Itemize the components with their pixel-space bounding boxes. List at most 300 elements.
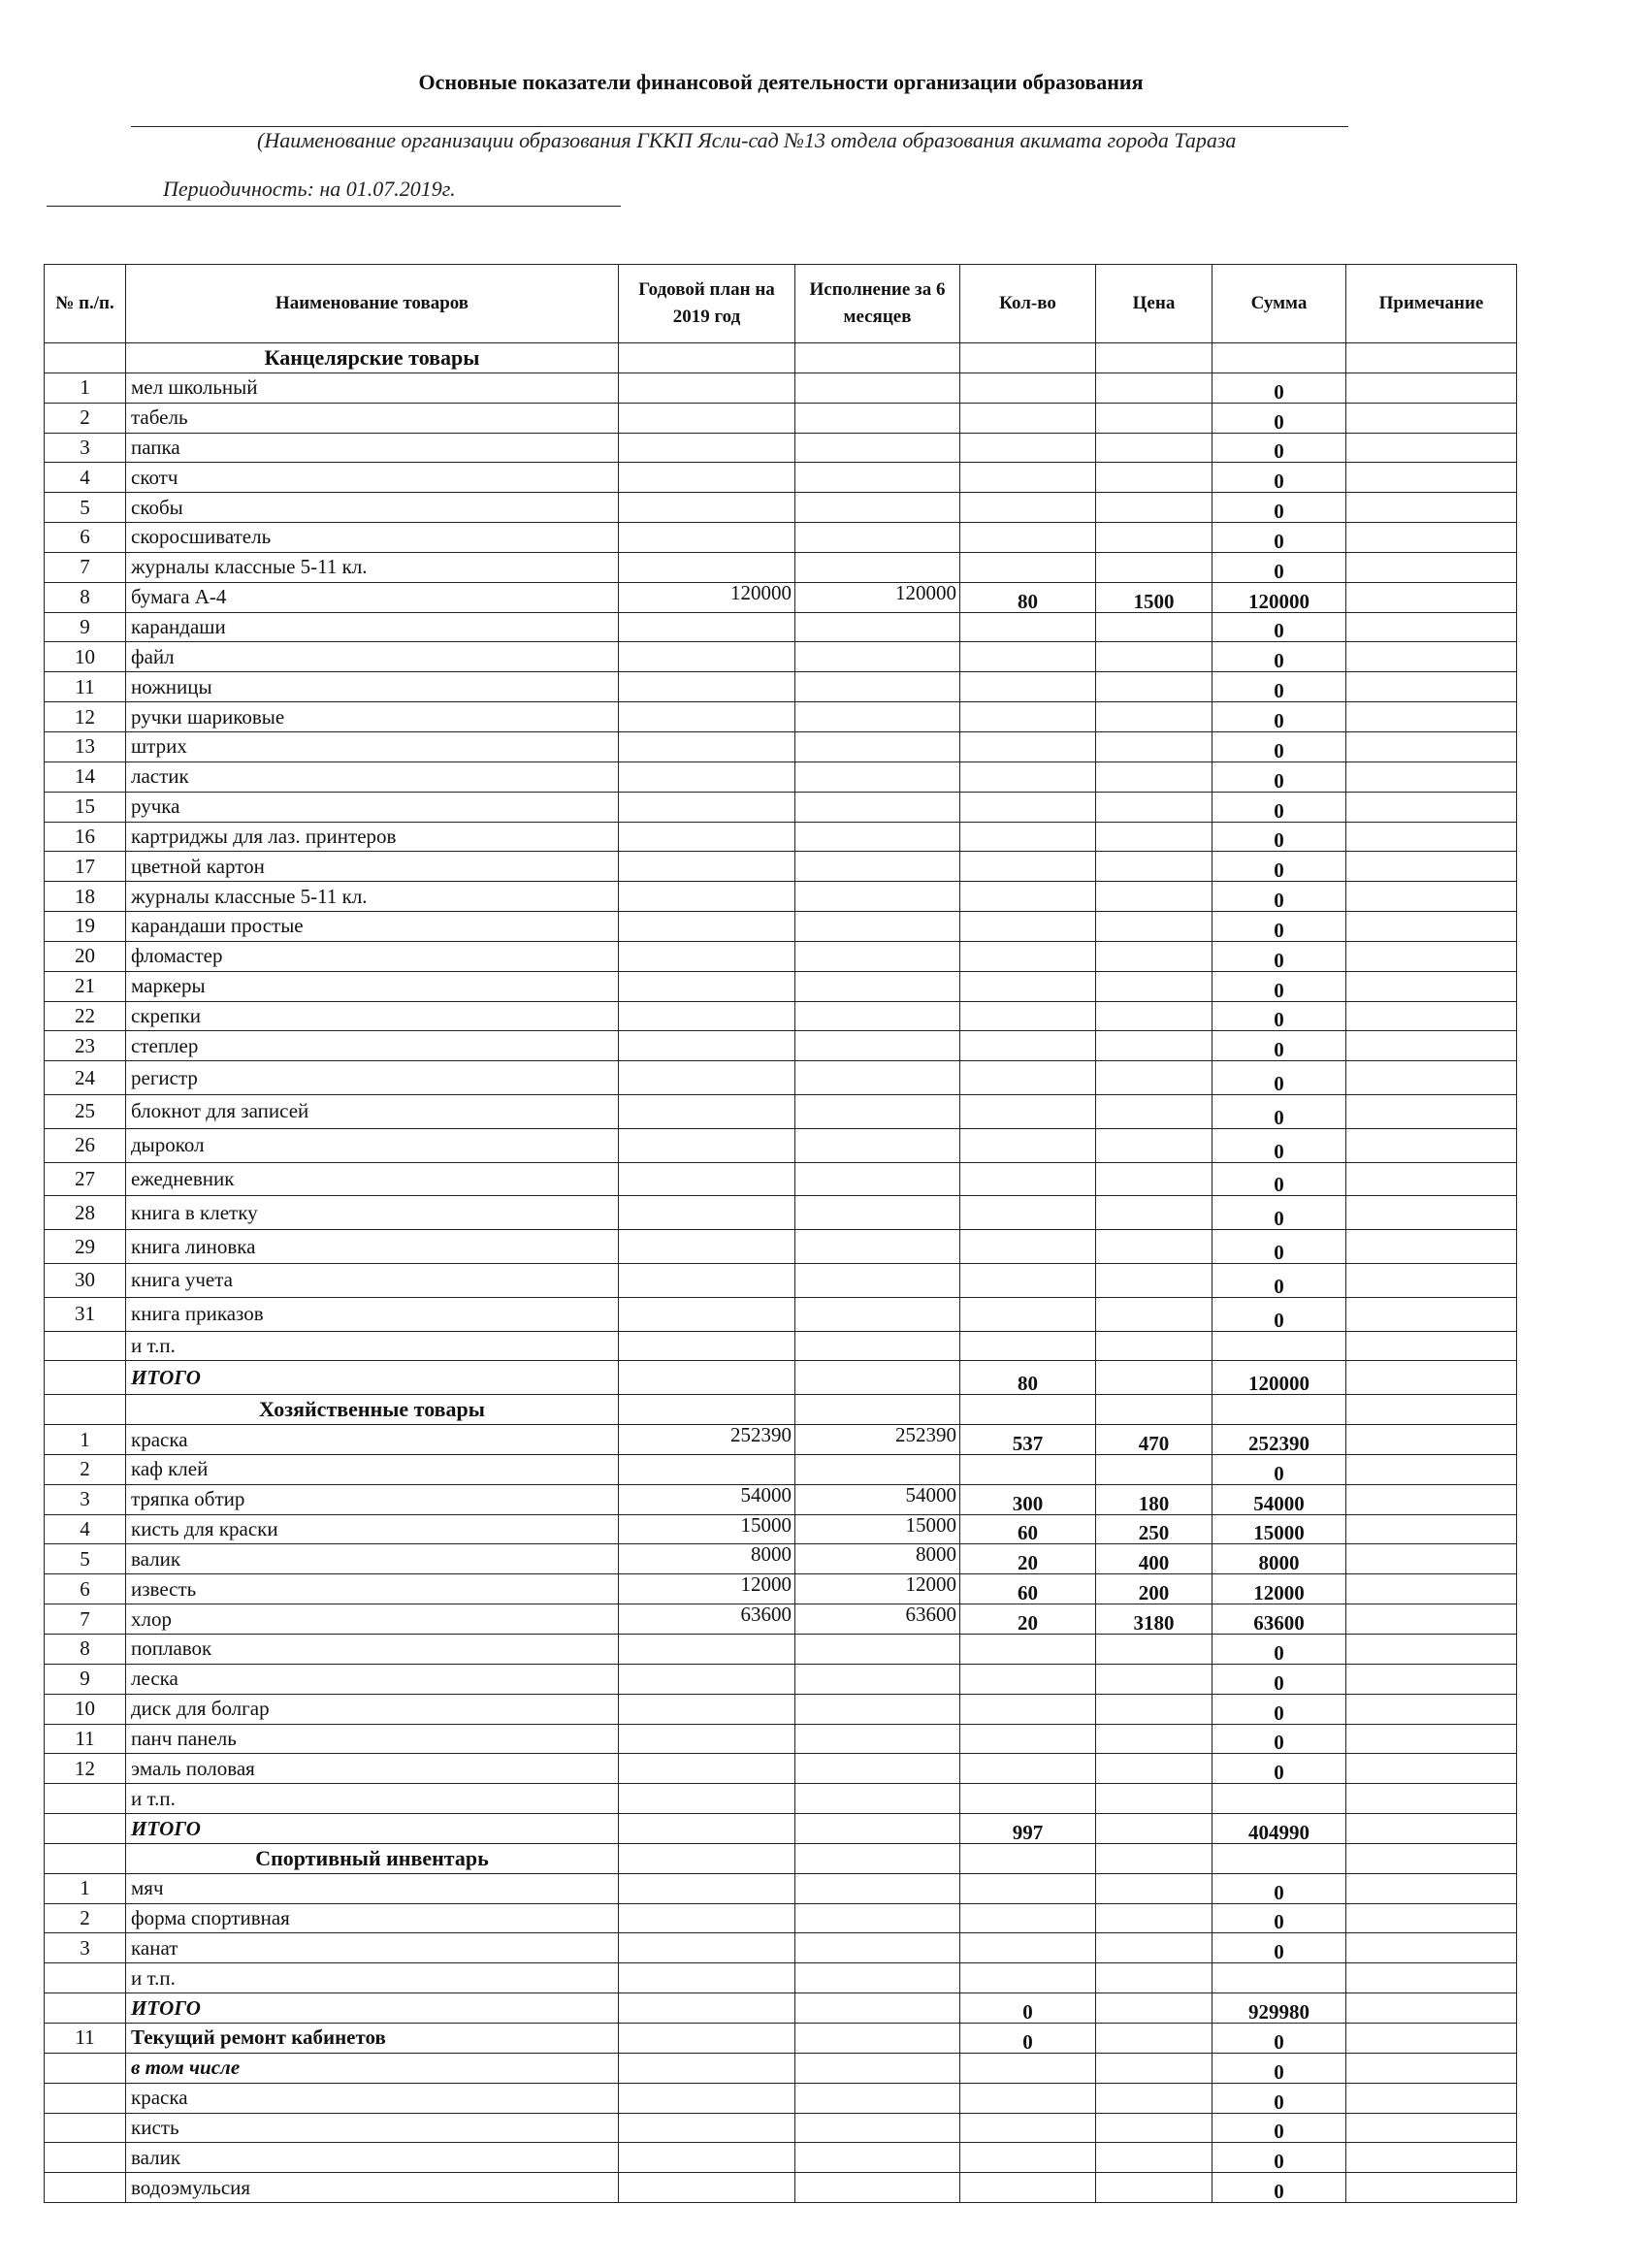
cell-name: диск для болгар (126, 1694, 619, 1724)
cell-sum: 0 (1212, 1230, 1346, 1264)
cell-sum: 0 (1212, 1196, 1346, 1230)
table-row (45, 1664, 1517, 1694)
cell-number: 10 (45, 1694, 126, 1724)
cell-name: форма спортивная (126, 1903, 619, 1933)
cell-sum: 0 (1212, 642, 1346, 672)
cell-number (45, 1395, 126, 1425)
cell-sum: 0 (1212, 1873, 1346, 1903)
total-label: ИТОГО (126, 1361, 619, 1395)
table-row (45, 2143, 1517, 2173)
cell-price (1096, 852, 1212, 882)
col-header-note: Примечание (1346, 265, 1517, 343)
cell-execution (795, 1001, 960, 1031)
cell-note (1346, 1454, 1517, 1484)
cell-price (1096, 552, 1212, 582)
cell-execution (795, 493, 960, 523)
cell-quantity (960, 761, 1096, 792)
cell-price (1096, 792, 1212, 822)
cell-price (1096, 2113, 1212, 2143)
cell-sum: 0 (1212, 852, 1346, 882)
cell-sum: 0 (1212, 731, 1346, 761)
cell-annual-plan (619, 343, 795, 373)
table-row (45, 1903, 1517, 1933)
cell-number: 3 (45, 433, 126, 463)
cell-number (45, 1963, 126, 1993)
cell-number: 26 (45, 1128, 126, 1162)
title-underline (131, 126, 1348, 127)
cell-annual-plan (619, 403, 795, 433)
cell-price (1096, 1814, 1212, 1844)
cell-annual-plan (619, 2173, 795, 2203)
cell-note (1346, 1574, 1517, 1604)
cell-execution (795, 1128, 960, 1162)
cell-quantity (960, 1196, 1096, 1230)
cell-annual-plan: 252390 (619, 1425, 795, 1455)
cell-annual-plan (619, 1724, 795, 1754)
cell-sum: 0 (1212, 1031, 1346, 1061)
cell-note (1346, 2083, 1517, 2113)
cell-note (1346, 403, 1517, 433)
table-row (45, 1001, 1517, 1031)
cell-quantity: 60 (960, 1514, 1096, 1544)
cell-note (1346, 1843, 1517, 1873)
cell-note (1346, 1128, 1517, 1162)
table-row (45, 1754, 1517, 1784)
cell-quantity: 80 (960, 582, 1096, 612)
cell-name: ручки шариковые (126, 702, 619, 732)
cell-sum (1212, 343, 1346, 373)
cell-quantity (960, 1162, 1096, 1196)
cell-note (1346, 1297, 1517, 1331)
cell-annual-plan (619, 1873, 795, 1903)
cell-note (1346, 2023, 1517, 2053)
cell-execution (795, 1843, 960, 1873)
cell-name: папка (126, 433, 619, 463)
cell-name: и т.п. (126, 1331, 619, 1361)
table-row (45, 642, 1517, 672)
cell-price (1096, 403, 1212, 433)
table-row (45, 403, 1517, 433)
cell-sum: 0 (1212, 761, 1346, 792)
cell-number: 8 (45, 1635, 126, 1665)
cell-note (1346, 1754, 1517, 1784)
table-row (45, 672, 1517, 702)
cell-price (1096, 2173, 1212, 2203)
cell-note (1346, 1724, 1517, 1754)
cell-annual-plan (619, 1001, 795, 1031)
cell-name: ручка (126, 792, 619, 822)
cell-name: канат (126, 1933, 619, 1963)
cell-execution (795, 941, 960, 971)
cell-price (1096, 1331, 1212, 1361)
cell-quantity (960, 1724, 1096, 1754)
cell-quantity (960, 1095, 1096, 1129)
cell-sum: 0 (1212, 941, 1346, 971)
cell-number (45, 2143, 126, 2173)
cell-price (1096, 612, 1212, 642)
cell-quantity (960, 1635, 1096, 1665)
cell-annual-plan (619, 882, 795, 912)
cell-annual-plan (619, 493, 795, 523)
cell-note (1346, 343, 1517, 373)
cell-annual-plan (619, 2143, 795, 2173)
cell-name: скотч (126, 463, 619, 493)
cell-name: скрепки (126, 1001, 619, 1031)
cell-quantity: 0 (960, 1993, 1096, 2024)
cell-price (1096, 1454, 1212, 1484)
cell-price (1096, 941, 1212, 971)
cell-annual-plan (619, 1297, 795, 1331)
cell-execution (795, 1754, 960, 1784)
cell-sum: 0 (1212, 2023, 1346, 2053)
cell-number: 24 (45, 1061, 126, 1095)
cell-name: штрих (126, 731, 619, 761)
cell-price (1096, 1963, 1212, 1993)
cell-quantity (960, 1873, 1096, 1903)
table-row (45, 2113, 1517, 2143)
cell-sum: 0 (1212, 1664, 1346, 1694)
cell-price (1096, 1095, 1212, 1129)
cell-sum: 404990 (1212, 1814, 1346, 1844)
cell-sum: 0 (1212, 2083, 1346, 2113)
cell-execution (795, 2143, 960, 2173)
cell-note (1346, 912, 1517, 942)
cell-number: 5 (45, 1544, 126, 1574)
col-header-sum: Сумма (1212, 265, 1346, 343)
section-title: Спортивный инвентарь (126, 1843, 619, 1873)
table-row (45, 941, 1517, 971)
cell-number: 28 (45, 1196, 126, 1230)
cell-number: 9 (45, 612, 126, 642)
table-row (45, 1297, 1517, 1331)
cell-quantity (960, 642, 1096, 672)
cell-execution: 8000 (795, 1544, 960, 1574)
cell-price (1096, 1933, 1212, 1963)
cell-price (1096, 1001, 1212, 1031)
col-header-execution: Исполнение за 6 месяцев (795, 265, 960, 343)
cell-quantity (960, 612, 1096, 642)
cell-annual-plan (619, 672, 795, 702)
cell-number: 29 (45, 1230, 126, 1264)
cell-quantity (960, 1001, 1096, 1031)
cell-number: 11 (45, 2023, 126, 2053)
cell-note (1346, 1001, 1517, 1031)
cell-note (1346, 463, 1517, 493)
cell-quantity (960, 792, 1096, 822)
cell-price (1096, 731, 1212, 761)
cell-number: 6 (45, 523, 126, 553)
cell-annual-plan (619, 1963, 795, 1993)
cell-annual-plan (619, 1933, 795, 1963)
cell-price (1096, 373, 1212, 403)
cell-price: 3180 (1096, 1604, 1212, 1635)
cell-name: поплавок (126, 1635, 619, 1665)
cell-number: 3 (45, 1484, 126, 1514)
cell-number: 14 (45, 761, 126, 792)
cell-number: 25 (45, 1095, 126, 1129)
total-row (45, 1814, 1517, 1844)
cell-number: 5 (45, 493, 126, 523)
cell-annual-plan (619, 1162, 795, 1196)
cell-name: табель (126, 403, 619, 433)
cell-sum: 0 (1212, 702, 1346, 732)
cell-execution: 12000 (795, 1574, 960, 1604)
table-header-row (45, 265, 1517, 343)
table-row (45, 1454, 1517, 1484)
cell-quantity (960, 2143, 1096, 2173)
cell-quantity (960, 1903, 1096, 1933)
cell-execution (795, 1664, 960, 1694)
table-row (45, 373, 1517, 403)
cell-price (1096, 523, 1212, 553)
cell-execution (795, 1361, 960, 1395)
table-row (45, 1128, 1517, 1162)
section-title: Хозяйственные товары (126, 1395, 619, 1425)
cell-name: в том числе (126, 2053, 619, 2083)
cell-name: карандаши простые (126, 912, 619, 942)
table-row (45, 612, 1517, 642)
cell-annual-plan (619, 1993, 795, 2024)
cell-annual-plan (619, 1061, 795, 1095)
cell-sum: 63600 (1212, 1604, 1346, 1635)
cell-sum: 0 (1212, 1297, 1346, 1331)
cell-number: 1 (45, 1425, 126, 1455)
cell-sum: 0 (1212, 1903, 1346, 1933)
cell-quantity (960, 1230, 1096, 1264)
cell-annual-plan (619, 852, 795, 882)
cell-execution (795, 343, 960, 373)
cell-execution (795, 1903, 960, 1933)
cell-sum: 0 (1212, 822, 1346, 852)
cell-sum (1212, 1784, 1346, 1814)
cell-note (1346, 1544, 1517, 1574)
cell-execution (795, 672, 960, 702)
cell-number: 18 (45, 882, 126, 912)
cell-execution (795, 403, 960, 433)
cell-sum: 252390 (1212, 1425, 1346, 1455)
cell-number: 11 (45, 672, 126, 702)
cell-name: тряпка обтир (126, 1484, 619, 1514)
cell-sum: 0 (1212, 672, 1346, 702)
table-row (45, 1425, 1517, 1455)
cell-note (1346, 1993, 1517, 2024)
cell-execution (795, 822, 960, 852)
cell-quantity (960, 1784, 1096, 1814)
period-underline (47, 206, 621, 207)
cell-sum: 0 (1212, 912, 1346, 942)
cell-price (1096, 1843, 1212, 1873)
cell-quantity (960, 1128, 1096, 1162)
cell-note (1346, 1784, 1517, 1814)
cell-name: известь (126, 1574, 619, 1604)
cell-annual-plan (619, 1843, 795, 1873)
cell-name: карандаши (126, 612, 619, 642)
cell-note (1346, 2143, 1517, 2173)
cell-name: журналы классные 5-11 кл. (126, 552, 619, 582)
cell-quantity: 537 (960, 1425, 1096, 1455)
section-title: Канцелярские товары (126, 343, 619, 373)
cell-execution (795, 1095, 960, 1129)
cell-name: леска (126, 1664, 619, 1694)
cell-number: 30 (45, 1264, 126, 1298)
cell-note (1346, 2173, 1517, 2203)
table-row (45, 1031, 1517, 1061)
cell-execution (795, 2113, 960, 2143)
cell-quantity (960, 433, 1096, 463)
cell-annual-plan (619, 373, 795, 403)
cell-name: и т.п. (126, 1784, 619, 1814)
cell-sum: 0 (1212, 2143, 1346, 2173)
cell-annual-plan (619, 1095, 795, 1129)
cell-sum: 120000 (1212, 1361, 1346, 1395)
cell-price (1096, 2053, 1212, 2083)
cell-execution (795, 1784, 960, 1814)
table-row (45, 1604, 1517, 1635)
cell-price (1096, 1162, 1212, 1196)
cell-quantity (960, 1454, 1096, 1484)
cell-quantity (960, 1843, 1096, 1873)
cell-note (1346, 1425, 1517, 1455)
cell-note (1346, 1694, 1517, 1724)
cell-sum: 0 (1212, 1454, 1346, 1484)
cell-note (1346, 1162, 1517, 1196)
cell-price (1096, 912, 1212, 942)
cell-note (1346, 1031, 1517, 1061)
cell-number: 7 (45, 552, 126, 582)
cell-note (1346, 1635, 1517, 1665)
cell-number: 4 (45, 1514, 126, 1544)
table-row (45, 1061, 1517, 1095)
cell-note (1346, 642, 1517, 672)
cell-execution (795, 1933, 960, 1963)
cell-price: 250 (1096, 1514, 1212, 1544)
table-row (45, 1095, 1517, 1129)
cell-sum: 0 (1212, 2113, 1346, 2143)
section-header-row (45, 1395, 1517, 1425)
cell-quantity: 300 (960, 1484, 1096, 1514)
cell-number (45, 1993, 126, 2024)
table-row (45, 852, 1517, 882)
cell-name: валик (126, 2143, 619, 2173)
cell-execution (795, 1814, 960, 1844)
cell-sum: 0 (1212, 792, 1346, 822)
cell-price (1096, 433, 1212, 463)
cell-quantity: 80 (960, 1361, 1096, 1395)
cell-sum (1212, 1963, 1346, 1993)
cell-name: краска (126, 1425, 619, 1455)
table-row (45, 582, 1517, 612)
reporting-period: Периодичность: на 01.07.2019г. (163, 177, 456, 201)
cell-price (1096, 1635, 1212, 1665)
cell-annual-plan (619, 523, 795, 553)
cell-number: 21 (45, 971, 126, 1001)
table-row (45, 1196, 1517, 1230)
cell-execution (795, 1230, 960, 1264)
cell-execution (795, 852, 960, 882)
table-row (45, 1514, 1517, 1544)
cell-note (1346, 1604, 1517, 1635)
cell-number (45, 1331, 126, 1361)
cell-sum: 0 (1212, 552, 1346, 582)
cell-annual-plan (619, 2083, 795, 2113)
cell-price (1096, 1230, 1212, 1264)
cell-execution (795, 2053, 960, 2083)
table-row (45, 822, 1517, 852)
cell-annual-plan (619, 463, 795, 493)
cell-note (1346, 523, 1517, 553)
cell-sum (1212, 1395, 1346, 1425)
cell-sum: 15000 (1212, 1514, 1346, 1544)
cell-number: 11 (45, 1724, 126, 1754)
cell-note (1346, 731, 1517, 761)
cell-sum: 0 (1212, 1128, 1346, 1162)
cell-price (1096, 1196, 1212, 1230)
cell-sum: 0 (1212, 2173, 1346, 2203)
cell-sum: 0 (1212, 1162, 1346, 1196)
cell-quantity (960, 1933, 1096, 1963)
cell-price (1096, 1664, 1212, 1694)
cell-price: 1500 (1096, 582, 1212, 612)
cell-execution (795, 1963, 960, 1993)
cell-annual-plan (619, 1196, 795, 1230)
table-row (45, 1230, 1517, 1264)
col-header-annual-plan: Годовой план на 2019 год (619, 265, 795, 343)
cell-sum: 8000 (1212, 1544, 1346, 1574)
cell-number: 12 (45, 1754, 126, 1784)
cell-annual-plan (619, 1814, 795, 1844)
cell-name: книга приказов (126, 1297, 619, 1331)
cell-number (45, 1814, 126, 1844)
section-header-row (45, 1843, 1517, 1873)
cell-annual-plan (619, 731, 795, 761)
cell-number: 2 (45, 1454, 126, 1484)
cell-name: степлер (126, 1031, 619, 1061)
cell-price (1096, 1754, 1212, 1784)
cell-name: книга учета (126, 1264, 619, 1298)
cell-price (1096, 2083, 1212, 2113)
cell-execution (795, 882, 960, 912)
cell-name: журналы классные 5-11 кл. (126, 882, 619, 912)
col-header-number: № п./п. (45, 265, 126, 343)
cell-name: регистр (126, 1061, 619, 1095)
cell-number: 31 (45, 1297, 126, 1331)
cell-note (1346, 582, 1517, 612)
table-row (45, 1784, 1517, 1814)
table-row (45, 1484, 1517, 1514)
cell-name: фломастер (126, 941, 619, 971)
cell-annual-plan: 63600 (619, 1604, 795, 1635)
cell-number: 1 (45, 1873, 126, 1903)
cell-name: эмаль половая (126, 1754, 619, 1784)
cell-name: блокнот для записей (126, 1095, 619, 1129)
cell-note (1346, 882, 1517, 912)
cell-quantity (960, 1395, 1096, 1425)
cell-note (1346, 1361, 1517, 1395)
document-title: Основные показатели финансовой деятельности организации образования (418, 70, 1144, 94)
cell-price (1096, 1297, 1212, 1331)
cell-sum (1212, 1331, 1346, 1361)
cell-note (1346, 612, 1517, 642)
cell-number: 1 (45, 373, 126, 403)
cell-annual-plan: 54000 (619, 1484, 795, 1514)
cell-note (1346, 1933, 1517, 1963)
cell-quantity (960, 941, 1096, 971)
cell-name: бумага А-4 (126, 582, 619, 612)
cell-name: каф клей (126, 1454, 619, 1484)
table-row (45, 1933, 1517, 1963)
cell-quantity (960, 1061, 1096, 1095)
table-row (45, 493, 1517, 523)
